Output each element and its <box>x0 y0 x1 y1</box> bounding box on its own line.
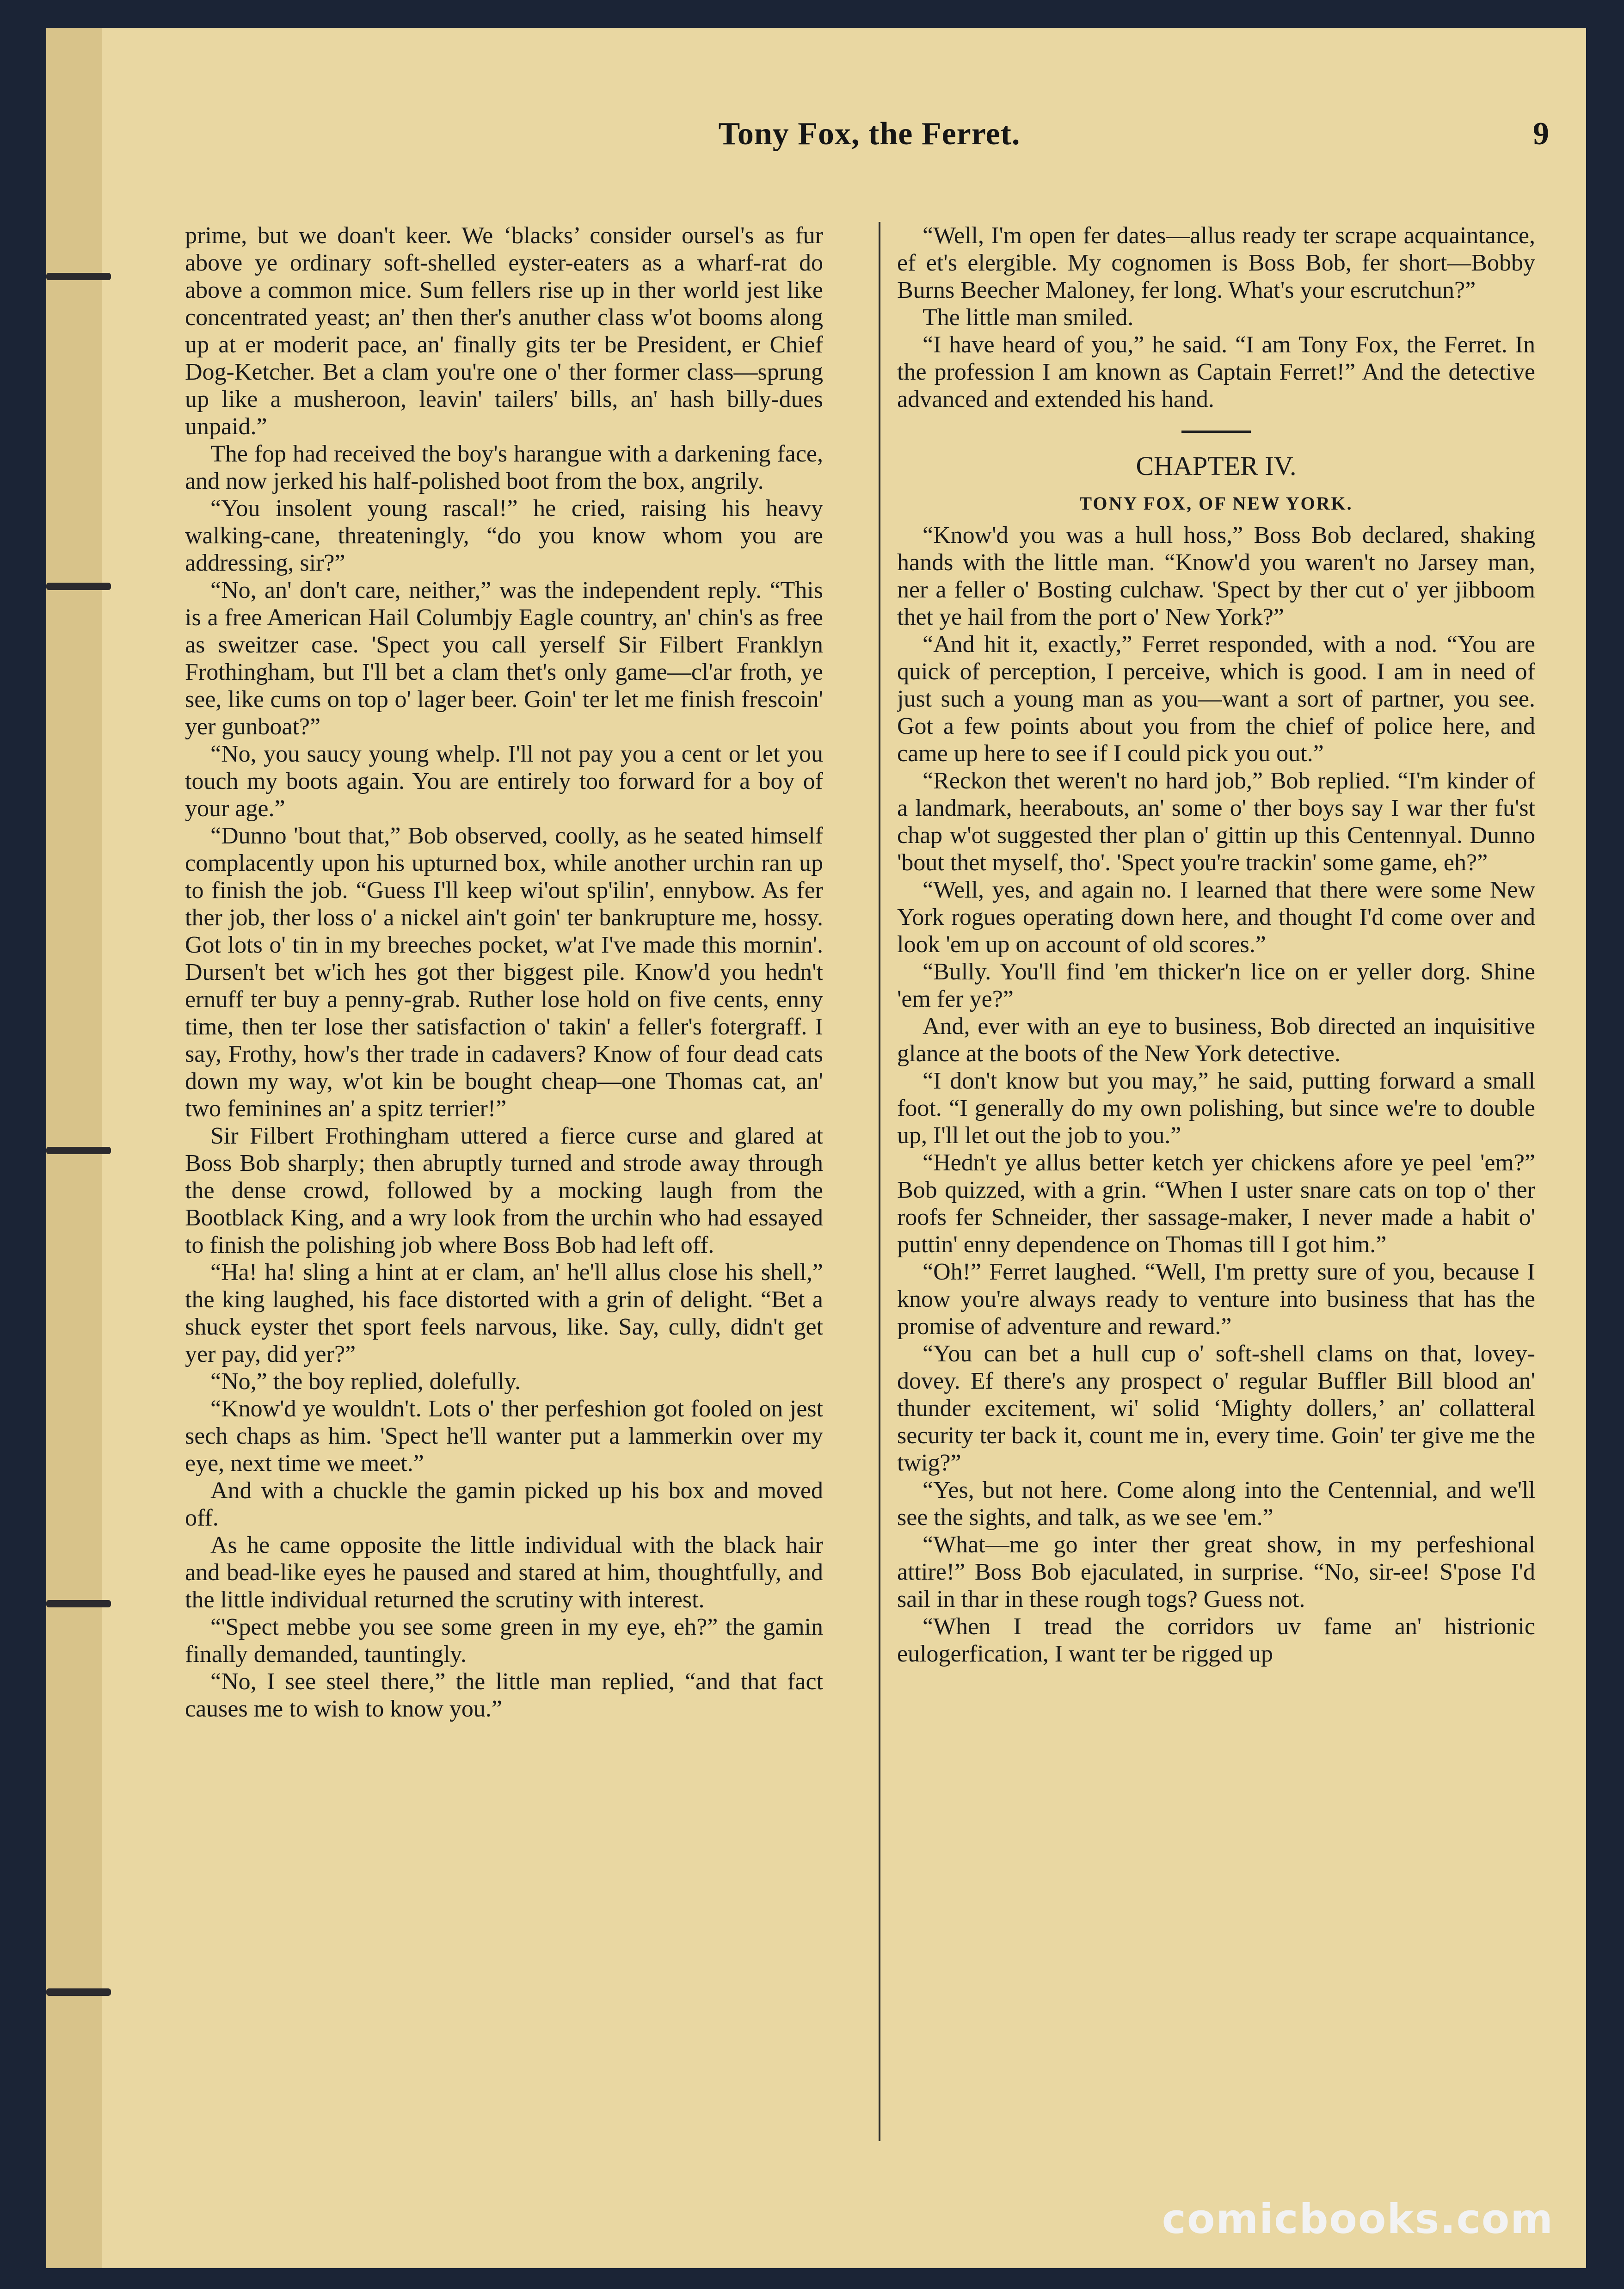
paragraph: Sir Filbert Frothingham uttered a fierce curse and glared at Boss Bob sharply; then abruptly turned and strode away through the dense crowd, followed by a mocking laugh from the Bootblack King, and a wry look from the urchin who had essayed to finish the polishing job where Boss Bob had left off. <box>185 1123 823 1258</box>
paragraph: “Bully. You'll find 'em thicker'n lice on er yeller dorg. Shine 'em fer ye?” <box>897 959 1535 1012</box>
paragraph: The little man smiled. <box>923 304 1134 331</box>
book-page <box>46 28 1586 2268</box>
paragraph: “Hedn't ye allus better ketch yer chickens afore ye peel 'em?” Bob quizzed, with a grin. “When I uster snare cats on top o' ther roofs fer Schneider, ther sassage-maker, I never made a habit o' puttin' enny dependence on Thomas till I got him.” <box>897 1150 1535 1258</box>
paragraph: “Oh!” Ferret laughed. “Well, I'm pretty sure of you, because I know you're always ready to venture into business that has the promise of adventure and reward.” <box>897 1259 1535 1340</box>
page-number: 9 <box>1533 116 1549 152</box>
binding-stitch <box>46 583 111 590</box>
left-column <box>185 222 823 2141</box>
paragraph: As he came opposite the little individual with the black hair and bead-like eyes he paused and stared at him, thoughtfully, and the little individual returned the scrutiny with interest. <box>185 1532 823 1613</box>
binding-stitch <box>46 1988 111 1996</box>
paragraph: “Well, yes, and again no. I learned that there were some New York rogues operating down here, and thought I'd come over and look 'em up on account of old scores.” <box>897 877 1535 958</box>
paragraph: “Yes, but not here. Come along into the Centennial, and we'll see the sights, and talk, as we see 'em.” <box>897 1477 1535 1531</box>
paragraph: “Know'd ye wouldn't. Lots o' ther perfeshion got fooled on jest sech chaps as him. 'Spect he'll wanter put a lammerkin over my eye, next time we meet.” <box>185 1396 823 1477</box>
binding-stitch <box>46 1147 111 1154</box>
paragraph: “'Spect mebbe you see some green in my eye, eh?” the gamin finally demanded, tauntingly. <box>185 1614 823 1668</box>
chapter-subheading: TONY FOX, OF NEW YORK. <box>1079 493 1353 514</box>
paragraph: “Reckon thet weren't no hard job,” Bob replied. “I'm kinder of a landmark, heerabouts, an' some o' ther boys say I war ther fu'st chap w'ot suggested ther plan o' gittin up this Centennyal. Dunno 'bout thet myself, tho'. 'Spect you're trackin' some game, eh?” <box>897 768 1535 876</box>
paragraph: The fop had received the boy's harangue with a darkening face, and now jerked his half-polished boot from the box, angrily. <box>185 441 823 494</box>
binding-stitch <box>46 273 111 280</box>
paragraph: “Know'd you was a hull hoss,” Boss Bob declared, shaking hands with the little man. “Know'd you waren't no Jarsey man, ner a feller o' Bosting culchaw. 'Spect by ther cut o' yer jibboom thet ye hail from the port o' New York?” <box>897 522 1535 630</box>
right-column <box>897 222 1535 2141</box>
paragraph: “I don't know but you may,” he said, putting forward a small foot. “I generally do my own polishing, but since we're to double up, I'll let out the job to you.” <box>897 1068 1535 1149</box>
paragraph: “You insolent young rascal!” he cried, raising his heavy walking-cane, threateningly, “do you know whom you are addressing, sir?” <box>185 495 823 576</box>
paragraph: “And hit it, exactly,” Ferret responded, with a nod. “You are quick of perception, I perceive, which is good. I am in need of just such a young man as you—want a sort of partner, you see. Got a few points about you from the chief of police here, and came up here to see if I could pick you out.” <box>897 631 1535 767</box>
page-header <box>185 116 1554 171</box>
paragraph: “No,” the boy replied, dolefully. <box>210 1368 521 1395</box>
paragraph: “No, I see steel there,” the little man replied, “and that fact causes me to wish to know you.” <box>185 1668 823 1722</box>
paragraph: “When I tread the corridors uv fame an' histrionic eulogerfication, I want ter be rigged up <box>897 1613 1535 1667</box>
paragraph: “I have heard of you,” he said. “I am Tony Fox, the Ferret. In the profession I am known as Captain Ferret!” And the detective advanced and extended his hand. <box>897 332 1535 412</box>
paragraph: prime, but we doan't keer. We ‘blacks’ consider oursel's as fur above ye ordinary soft-shelled eyster-eaters as a wharf-rat do above a common mice. Sum fellers rise up in ther world jest like concentrated yeast; an' then ther's anuther class w'ot booms along up at er moderit pace, an' finally gits ter be President, er Chief Dog-Ketcher. Bet a clam you're one o' ther former class—sprung up like a musheroon, leavin' tailers' bills, an' hash billy-dues unpaid.” <box>185 222 823 440</box>
paragraph: “Dunno 'bout that,” Bob observed, coolly, as he seated himself complacently upon his upturned box, while another urchin ran up to finish the job. “Guess I'll keep wi'out sp'ilin', ennybow. As fer ther job, ther loss o' a nickel ain't goin' ter bankrupture me, hossy. Got lots o' tin in my breeches pocket, w'at I've made this mornin'. Dursen't bet w'ich hes got ther biggest pile. Know'd you hedn't ernuff ter buy a penny-grab. Ruther lose hold on five cents, enny time, then ter lose ther satisfaction o' takin' a feller's fotergraff. I say, Frothy, how's ther trade in cadavers? Know of four dead cats down my way, w'ot kin be bought cheap—one Thomas cat, an' two feminines an' a spitz terrier!” <box>185 823 823 1122</box>
site-watermark: comicbooks.com <box>1162 2195 1554 2243</box>
running-title: Tony Fox, the Ferret. <box>718 116 1021 152</box>
column-divider <box>879 222 880 2141</box>
paragraph: “You can bet a hull cup o' soft-shell clams on that, lovey-dovey. Ef there's any prospect o' regular Buffler Bill blood an' thunder excitement, wi' solid ‘Mighty dollers,’ an' collatteral security ter back it, count me in, every time. Goin' ter give me the twig?” <box>897 1341 1535 1476</box>
section-rule <box>1181 431 1251 433</box>
paragraph: “Well, I'm open fer dates—allus ready ter scrape acquaintance, ef et's elergible. My cognomen is Boss Bob, fer short—Bobby Burns Beecher Maloney, fer long. What's your escrutchun?” <box>897 222 1535 303</box>
paragraph: And, ever with an eye to business, Bob directed an inquisitive glance at the boots of the New York detective. <box>897 1013 1535 1067</box>
binding-stitch <box>46 1600 111 1607</box>
paragraph: And with a chuckle the gamin picked up his box and moved off. <box>185 1477 823 1531</box>
chapter-heading: CHAPTER IV. <box>1136 451 1297 481</box>
paragraph: “No, you saucy young whelp. I'll not pay you a cent or let you touch my boots again. You are entirely too forward for a boy of your age.” <box>185 741 823 822</box>
paragraph: “Ha! ha! sling a hint at er clam, an' he'll allus close his shell,” the king laughed, his face distorted with a grin of delight. “Bet a shuck eyster thet sport feels narvous, like. Say, cully, didn't get yer pay, did yer?” <box>185 1259 823 1367</box>
paragraph: “No, an' don't care, neither,” was the independent reply. “This is a free American Hail Columbjy Eagle country, an' chin's as free as sweitzer case. 'Spect you call yerself Sir Filbert Franklyn Frothingham, but I'll bet a clam thet's only game—cl'ar froth, ye see, like cums on top o' lager beer. Goin' ter let me finish frescoin' yer gunboat?” <box>185 577 823 740</box>
paragraph: “What—me go inter ther great show, in my perfeshional attire!” Boss Bob ejaculated, in surprise. “No, sir-ee! S'pose I'd sail in thar in these rough togs? Guess not. <box>897 1532 1535 1612</box>
